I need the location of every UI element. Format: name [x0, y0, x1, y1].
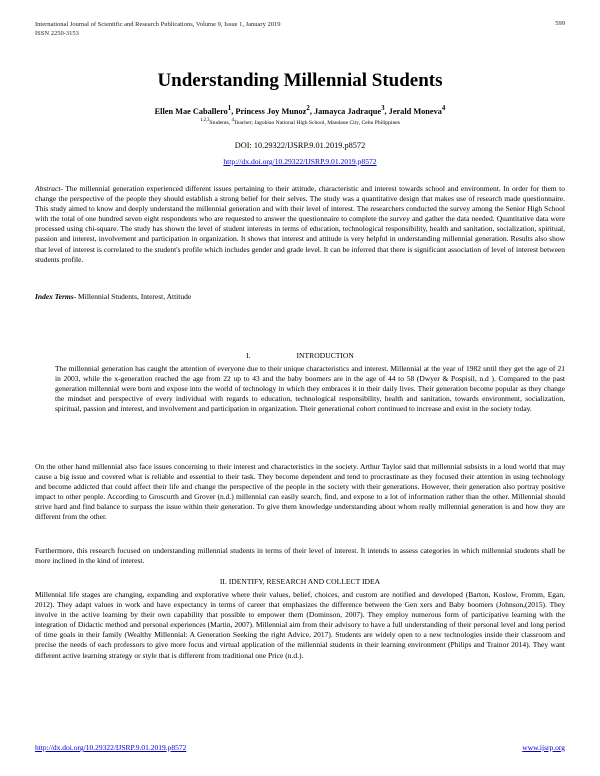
author-separator: ,: [231, 106, 236, 116]
author-separator: ,: [309, 106, 314, 116]
intro-paragraph-3: Furthermore, this research focused on understanding millennial students in terms of their level of interest. It intends to assess categories in which millennial students shall be more inclined in the kind of interest.: [35, 546, 565, 566]
doi-link[interactable]: http://dx.doi.org/10.29322/IJSRP.9.01.2019.p8572: [223, 157, 377, 166]
section2-paragraph: Millennial life stages are changing, expanding and explorative where their values, belief, choices, and custom are notified and developed (Barton, Koslow, Fromm, Egan, 2012). They adapt values in work and have expectancy in terms of career that emphasizes the difference between the Gen xers and Baby boomers (Johnson,(2015). They involve in the active learning by their own capability that possible to empower them (Dominson, 2007). They employ numerous form of participative learning with the integration of Didactic method and personal experiences (Martin, 2007). Millennial aim from their advisory to have a full understanding of their personal level and long period of time goals in their family (Wealthy Millennial: A Generation Seeking the right Advice, 2017). Students are widely open to a new technologies inside their classroom and precise the needs of each professors to give more focus and virtual application of the millennial students in their learning environment (Philips and Trainor 2014). They want different active learning strategy or style that is different from traditional one Price (n.d.).: [35, 590, 565, 660]
author-index: 2: [306, 105, 310, 112]
author-name: Princess Joy Munoz: [235, 106, 307, 116]
author-list: [0, 105, 600, 116]
issn: ISSN 2250-3153: [35, 30, 79, 37]
affiliation-index: 4: [231, 118, 234, 123]
author-name: Jamayca Jadraque: [313, 106, 382, 116]
author-index: 4: [441, 105, 446, 112]
section-title: INTRODUCTION: [296, 351, 354, 360]
affiliation-text: Teacher; Jagobiao National High School, Mandaue City, Cebu Philippines: [233, 119, 400, 126]
affiliation: [0, 118, 600, 126]
intro-paragraph-1: The millennial generation has caught the attention of everyone due to their unique characteristics and interest. Millennial at the year of 1982 until they get the age of 21 in 2003, while the x-generation reached the age from 22 up to 43 and the baby boomers are in the age of 44 to 58 (Dwyer & Pospisil, n.d ). Compared to the past generation millennial were born and expose into the world of technology in which they embraces it in their daily lives. Their generation become popular as they change the mindset and perspective of every individual with regards to education, technological responsibility, health and sanitation, towards environment, socialization, spiritual, passion and interest, and involvement and participation in organization. Their generational cohort continued to increase and exist in the society today.: [55, 364, 565, 414]
paper-title: Understanding Millennial Students: [157, 70, 443, 91]
abstract-label: Abstract-: [35, 184, 63, 193]
intro-paragraph-2: On the other hand millennial also face issues concerning to their interest and characteristics in the society. Arthur Taylor said that millennial subsists in a loud world that may cause a big issue and covered what is reliable and essential to their task. They become dependent and tend to procrastinate as they focused their attention in using technology and become addicted that could affect their life and change the perspective of the people in the society with their generations. However, their generation also portray positive impact to other people. According to Groscurth and Grover (n.d.) millennial can easily search, find, and expose to a lot of information rather than the other. Millennial should strive hard and find balance to surpass the issue within their generation. To give them knowledge understanding about whom really millennial generation is and how they are different from the other.: [35, 462, 565, 522]
author-index: 3: [381, 105, 385, 112]
index-terms: [35, 292, 565, 301]
section-heading: [0, 351, 600, 360]
page-number: 599: [555, 20, 565, 27]
index-terms-text: - Millennial Students, Interest, Attitude: [73, 292, 192, 301]
footer-site-link[interactable]: www.ijsrp.org: [522, 743, 565, 752]
running-header: [35, 20, 280, 38]
abstract: [35, 184, 565, 265]
affiliation-role: Students,: [209, 119, 232, 126]
doi: DOI: 10.29322/IJSRP.9.01.2019.p8572: [234, 141, 366, 150]
section-number: I.: [246, 351, 251, 360]
author-separator: ,: [384, 106, 389, 116]
affiliation-index: 1,2,3: [200, 118, 210, 123]
index-terms-label: Index Terms: [35, 292, 74, 301]
author-index: 1: [227, 105, 232, 112]
author-name: Ellen Mae Caballero: [154, 106, 228, 116]
journal-name: International Journal of Scientific and Research Publications, Volume 9, Issue 1, January 2019: [35, 21, 281, 28]
author-name: Jerald Moneva: [388, 106, 442, 116]
abstract-text: The millennial generation experienced different issues pertaining to their attitude, characteristic and interest towards school and environment. In order for them to change the perspective of the people they should establish a strong belief for their selves. The study was a quantitative design that makes use of research made questionnaire. This study aimed to know and deeply understand the millennial generation and with their level of interest. The researchers conducted the survey among the Senior High School with the total of one hundred seven eight respondents who are requested to answer the questionnaire to complete the survey and gather the data needed. Quantitative data were processed using chi-square. The study has shown the level of student interests in terms of education, technological responsibility, health and sanitation, socialization, spiritual, passion and interest, involvement and participation in organization. It shows that interest and attitude is very helpful in understanding millennial generation. Results also show that level of interest is correlated to the student's profile which includes gender and grade level. It can be inferred that there is significant association of level of interest between students profile.: [35, 184, 565, 264]
footer-doi-link[interactable]: http://dx.doi.org/10.29322/IJSRP.9.01.2019.p8572: [35, 743, 187, 752]
section-heading: II. IDENTIFY, RESEARCH AND COLLECT IDEA: [219, 577, 381, 586]
